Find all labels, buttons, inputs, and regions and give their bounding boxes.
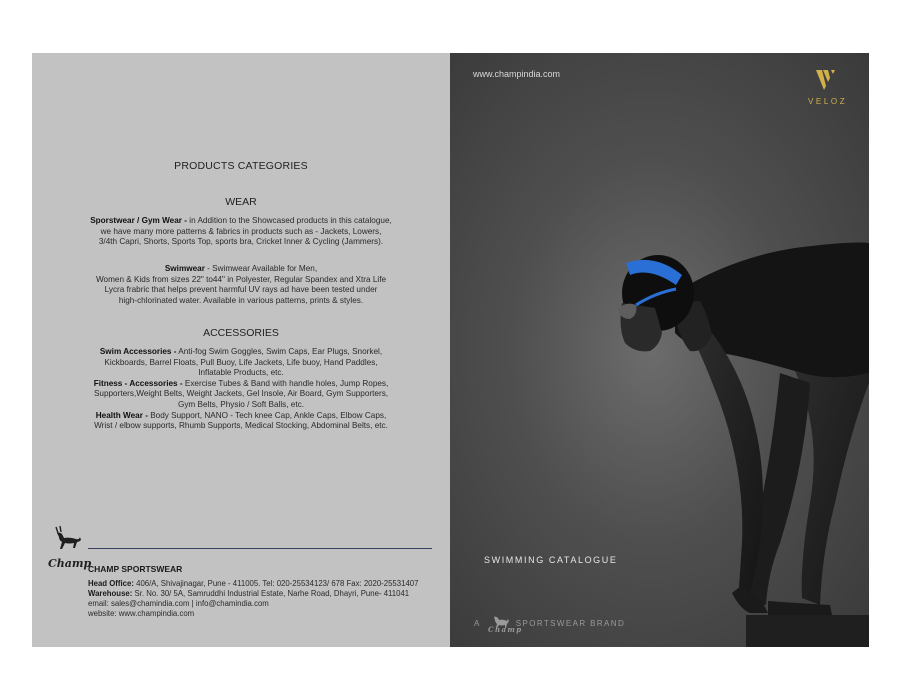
footer-divider [88, 548, 432, 549]
head-office-label: Head Office: [88, 579, 134, 588]
champ-mini-logo [487, 612, 523, 634]
swimwear-label: Swimwear [164, 264, 205, 273]
warehouse-address: Sr. No. 30/ 5A, Samruddhi Industrial Estate, Narhe Road, Dhayri, Pune- 411041 [132, 589, 410, 598]
swimwear-paragraph [72, 264, 410, 306]
sportswear-label: Sporstwear / Gym Wear - [90, 216, 187, 225]
fitness-text-1: Exercise Tubes & Band with handle holes, Jump Ropes, [182, 378, 389, 388]
left-page [32, 53, 450, 647]
company-name: CHAMP SPORTSWEAR [88, 564, 183, 574]
champ-logo [46, 523, 92, 573]
deer-icon [56, 526, 81, 549]
health-wear-label: Health Wear - [95, 410, 148, 420]
starting-block [746, 615, 869, 647]
brandline-suffix: SPORTSWEAR BRAND [515, 618, 626, 628]
swim-accessories-text-1: Anti-fog Swim Goggles, Swim Caps, Ear Plugs, Snorkel, [176, 347, 383, 356]
swimwear-text-2: Women & Kids from sizes 22" to44" in Polyester, Regular Spandex and Xtra Life [95, 274, 387, 284]
fitness-text-3: Gym Belts, Physio / Soft Balls, etc. [177, 399, 305, 409]
contact-footer [88, 564, 438, 619]
swim-accessories-text-3: Inflatable Products, etc. [198, 368, 284, 378]
head-office-address: 406/A, Shivajinagar, Pune - 411005. Tel: 020-25534123/ 678 Fax: 2020-25531407 [133, 579, 419, 588]
veloz-wordmark: VELOZ [808, 97, 848, 106]
brandline-prefix: A [474, 618, 481, 628]
warehouse-label: Warehouse: [88, 589, 133, 598]
swimwear-text-3: Lycra frabric that helps prevent harmful UV rays ad have been tested under [104, 285, 378, 295]
fitness-text-2: Supporters,Weight Belts, Weight Jackets, Gel Insole, Air Board, Gym Supporters, [93, 389, 389, 399]
website-line: website: www.champindia.com [88, 609, 195, 618]
right-page-cover [450, 53, 869, 647]
warehouse-line [88, 589, 438, 599]
sportswear-text-1: in Addition to the Showcased products in this catalogue, [186, 216, 392, 225]
champ-logo-text: Champ [48, 557, 92, 570]
catalogue-title: SWIMMING CATALOGUE [484, 555, 618, 565]
catalogue-spread [32, 53, 869, 647]
swimwear-text-4: high-chlorinated water. Available in various patterns, prints & styles. [118, 295, 364, 305]
products-categories-heading: PRODUCTS CATEGORIES [174, 160, 308, 172]
health-text-2: Wrist / elbow supports, Rhumb Supports, Medical Stocking, Abdominal Belts, etc. [94, 421, 388, 431]
swimwear-text-1: - Swimwear Available for Men, [204, 264, 318, 273]
sportswear-text-2: we have many more patterns & fabrics in products such as - Jackets, Lowers, [100, 226, 382, 236]
wear-heading: WEAR [225, 196, 257, 208]
website-url: www.champindia.com [473, 69, 561, 79]
sportswear-brand-line [474, 612, 625, 634]
accessories-heading: ACCESSORIES [203, 327, 279, 339]
accessories-paragraph [72, 347, 410, 432]
email-line: email: sales@chamindia.com | info@chamindia.com [88, 599, 269, 608]
head-office-line [88, 579, 438, 589]
health-text-1: Body Support, NANO - Tech knee Cap, Ankle Caps, Elbow Caps, [147, 410, 387, 420]
veloz-logo-icon [812, 66, 838, 92]
fitness-accessories-label: Fitness - Accessories - [93, 378, 183, 388]
sportswear-text-3: 3/4th Capri, Shorts, Sports Top, sports bra, Cricket Inner & Cycling (Jammers). [98, 237, 384, 247]
swim-accessories-text-2: Kickboards, Barrel Floats, Pull Buoy, Life Jackets, Life buoy, Hand Paddles, [104, 357, 378, 367]
swim-accessories-label: Swim Accessories - [99, 347, 177, 356]
sportswear-paragraph [72, 216, 410, 248]
mini-logo-text: Champ [487, 625, 523, 634]
